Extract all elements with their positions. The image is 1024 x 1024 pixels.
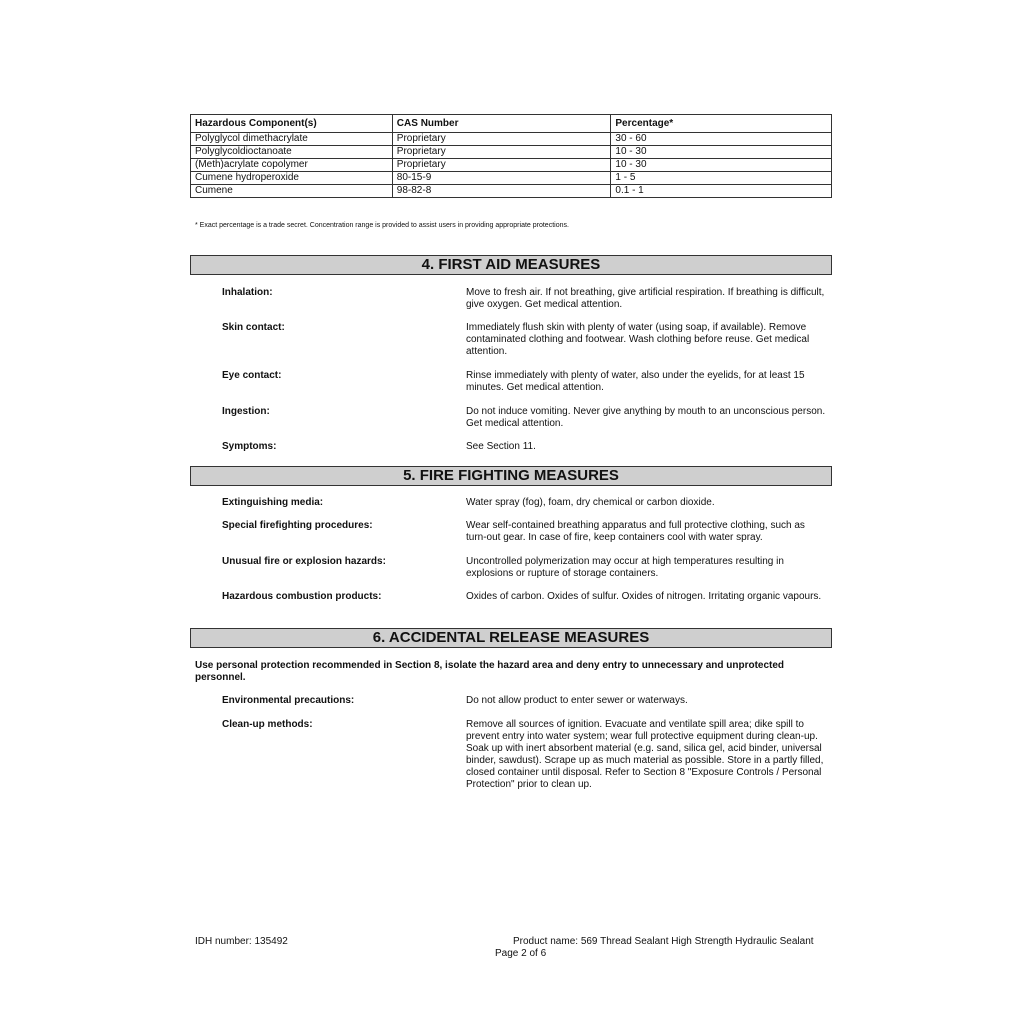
skin-contact-label: Skin contact: — [222, 322, 285, 333]
page-number: Page 2 of 6 — [495, 948, 547, 959]
unusual-hazards-value: Uncontrolled polymerization may occur at high temperatures resulting in explosions or rupture of storage containers. — [466, 556, 784, 579]
eye-contact-label: Eye contact: — [222, 370, 282, 381]
percentage: 10 - 30 — [611, 159, 832, 172]
component-name: Cumene hydroperoxide — [191, 172, 393, 185]
percentage: 30 - 60 — [611, 133, 832, 146]
combustion-products-value: Oxides of carbon. Oxides of sulfur. Oxides of nitrogen. Irritating organic vapours. — [466, 591, 822, 602]
special-procedures-label: Special firefighting procedures: — [222, 520, 373, 531]
eye-contact-value: Rinse immediately with plenty of water, also under the eyelids, for at least 15 minutes. Get medical attention. — [466, 370, 805, 393]
product-name: Product name: 569 Thread Sealant High Strength Hydraulic Sealant — [513, 936, 814, 947]
section-6-intro: Use personal protection recommended in Section 8, isolate the hazard area and deny entry to unnecessary and unprotected personnel. — [195, 660, 785, 683]
idh-number: IDH number: 135492 — [195, 936, 288, 947]
environmental-precautions-label: Environmental precautions: — [222, 695, 355, 706]
section-5-heading: 5. FIRE FIGHTING MEASURES — [190, 466, 832, 486]
table-row — [191, 185, 832, 198]
table-row — [191, 172, 832, 185]
header-component: Hazardous Component(s) — [191, 115, 393, 133]
percentage: 10 - 30 — [611, 146, 832, 159]
ingestion-value: Do not induce vomiting. Never give anything by mouth to an unconscious person. Get medical attention. — [466, 406, 826, 429]
symptoms-value: See Section 11. — [466, 441, 536, 452]
section-6-heading: 6. ACCIDENTAL RELEASE MEASURES — [190, 628, 832, 648]
percentage: 0.1 - 1 — [611, 185, 832, 198]
symptoms-label: Symptoms: — [222, 441, 277, 452]
inhalation-label: Inhalation: — [222, 287, 273, 298]
special-procedures-value: Wear self-contained breathing apparatus and full protective clothing, such as turn-out gear. In case of fire, keep containers cool with water spray. — [466, 520, 805, 543]
cas-number: 98-82-8 — [392, 185, 611, 198]
clean-up-methods-value: Remove all sources of ignition. Evacuate and ventilate spill area; dike spill to prevent entry into water system; wear full protective equipment during clean-up. Soak up with inert absorbent material (e.g. sand, silica gel, acid binder, universal binder, sawdust). Scrape up as much material as possible. Store in a partly filled, closed container until disposal. Refer to Section 8 "Exposure Controls / Personal Protection" prior to clean up. — [466, 719, 824, 790]
component-name: (Meth)acrylate copolymer — [191, 159, 393, 172]
components-table — [190, 114, 832, 198]
trade-secret-footnote: * Exact percentage is a trade secret. Concentration range is provided to assist users in providing appropriate protections. — [195, 222, 569, 229]
combustion-products-label: Hazardous combustion products: — [222, 591, 382, 602]
cas-number: Proprietary — [392, 146, 611, 159]
clean-up-methods-label: Clean-up methods: — [222, 719, 313, 730]
table-row — [191, 159, 832, 172]
extinguishing-media-value: Water spray (fog), foam, dry chemical or carbon dioxide. — [466, 497, 715, 508]
cas-number: Proprietary — [392, 133, 611, 146]
table-header-row — [191, 115, 832, 133]
percentage: 1 - 5 — [611, 172, 832, 185]
component-name: Polyglycoldioctanoate — [191, 146, 393, 159]
component-name: Cumene — [191, 185, 393, 198]
table-row — [191, 133, 832, 146]
cas-number: 80-15-9 — [392, 172, 611, 185]
unusual-hazards-label: Unusual fire or explosion hazards: — [222, 556, 386, 567]
component-name: Polyglycol dimethacrylate — [191, 133, 393, 146]
skin-contact-value: Immediately flush skin with plenty of water (using soap, if available). Remove contaminated clothing and footwear. Wash clothing before reuse. Get medical attention. — [466, 322, 810, 357]
ingestion-label: Ingestion: — [222, 406, 270, 417]
inhalation-value: Move to fresh air. If not breathing, give artificial respiration. If breathing is difficult, give oxygen. Get medical attention. — [466, 287, 825, 310]
cas-number: Proprietary — [392, 159, 611, 172]
table-row — [191, 146, 832, 159]
environmental-precautions-value: Do not allow product to enter sewer or waterways. — [466, 695, 688, 706]
section-4-heading: 4. FIRST AID MEASURES — [190, 255, 832, 275]
extinguishing-media-label: Extinguishing media: — [222, 497, 324, 508]
header-percentage: Percentage* — [611, 115, 832, 133]
header-cas: CAS Number — [392, 115, 611, 133]
